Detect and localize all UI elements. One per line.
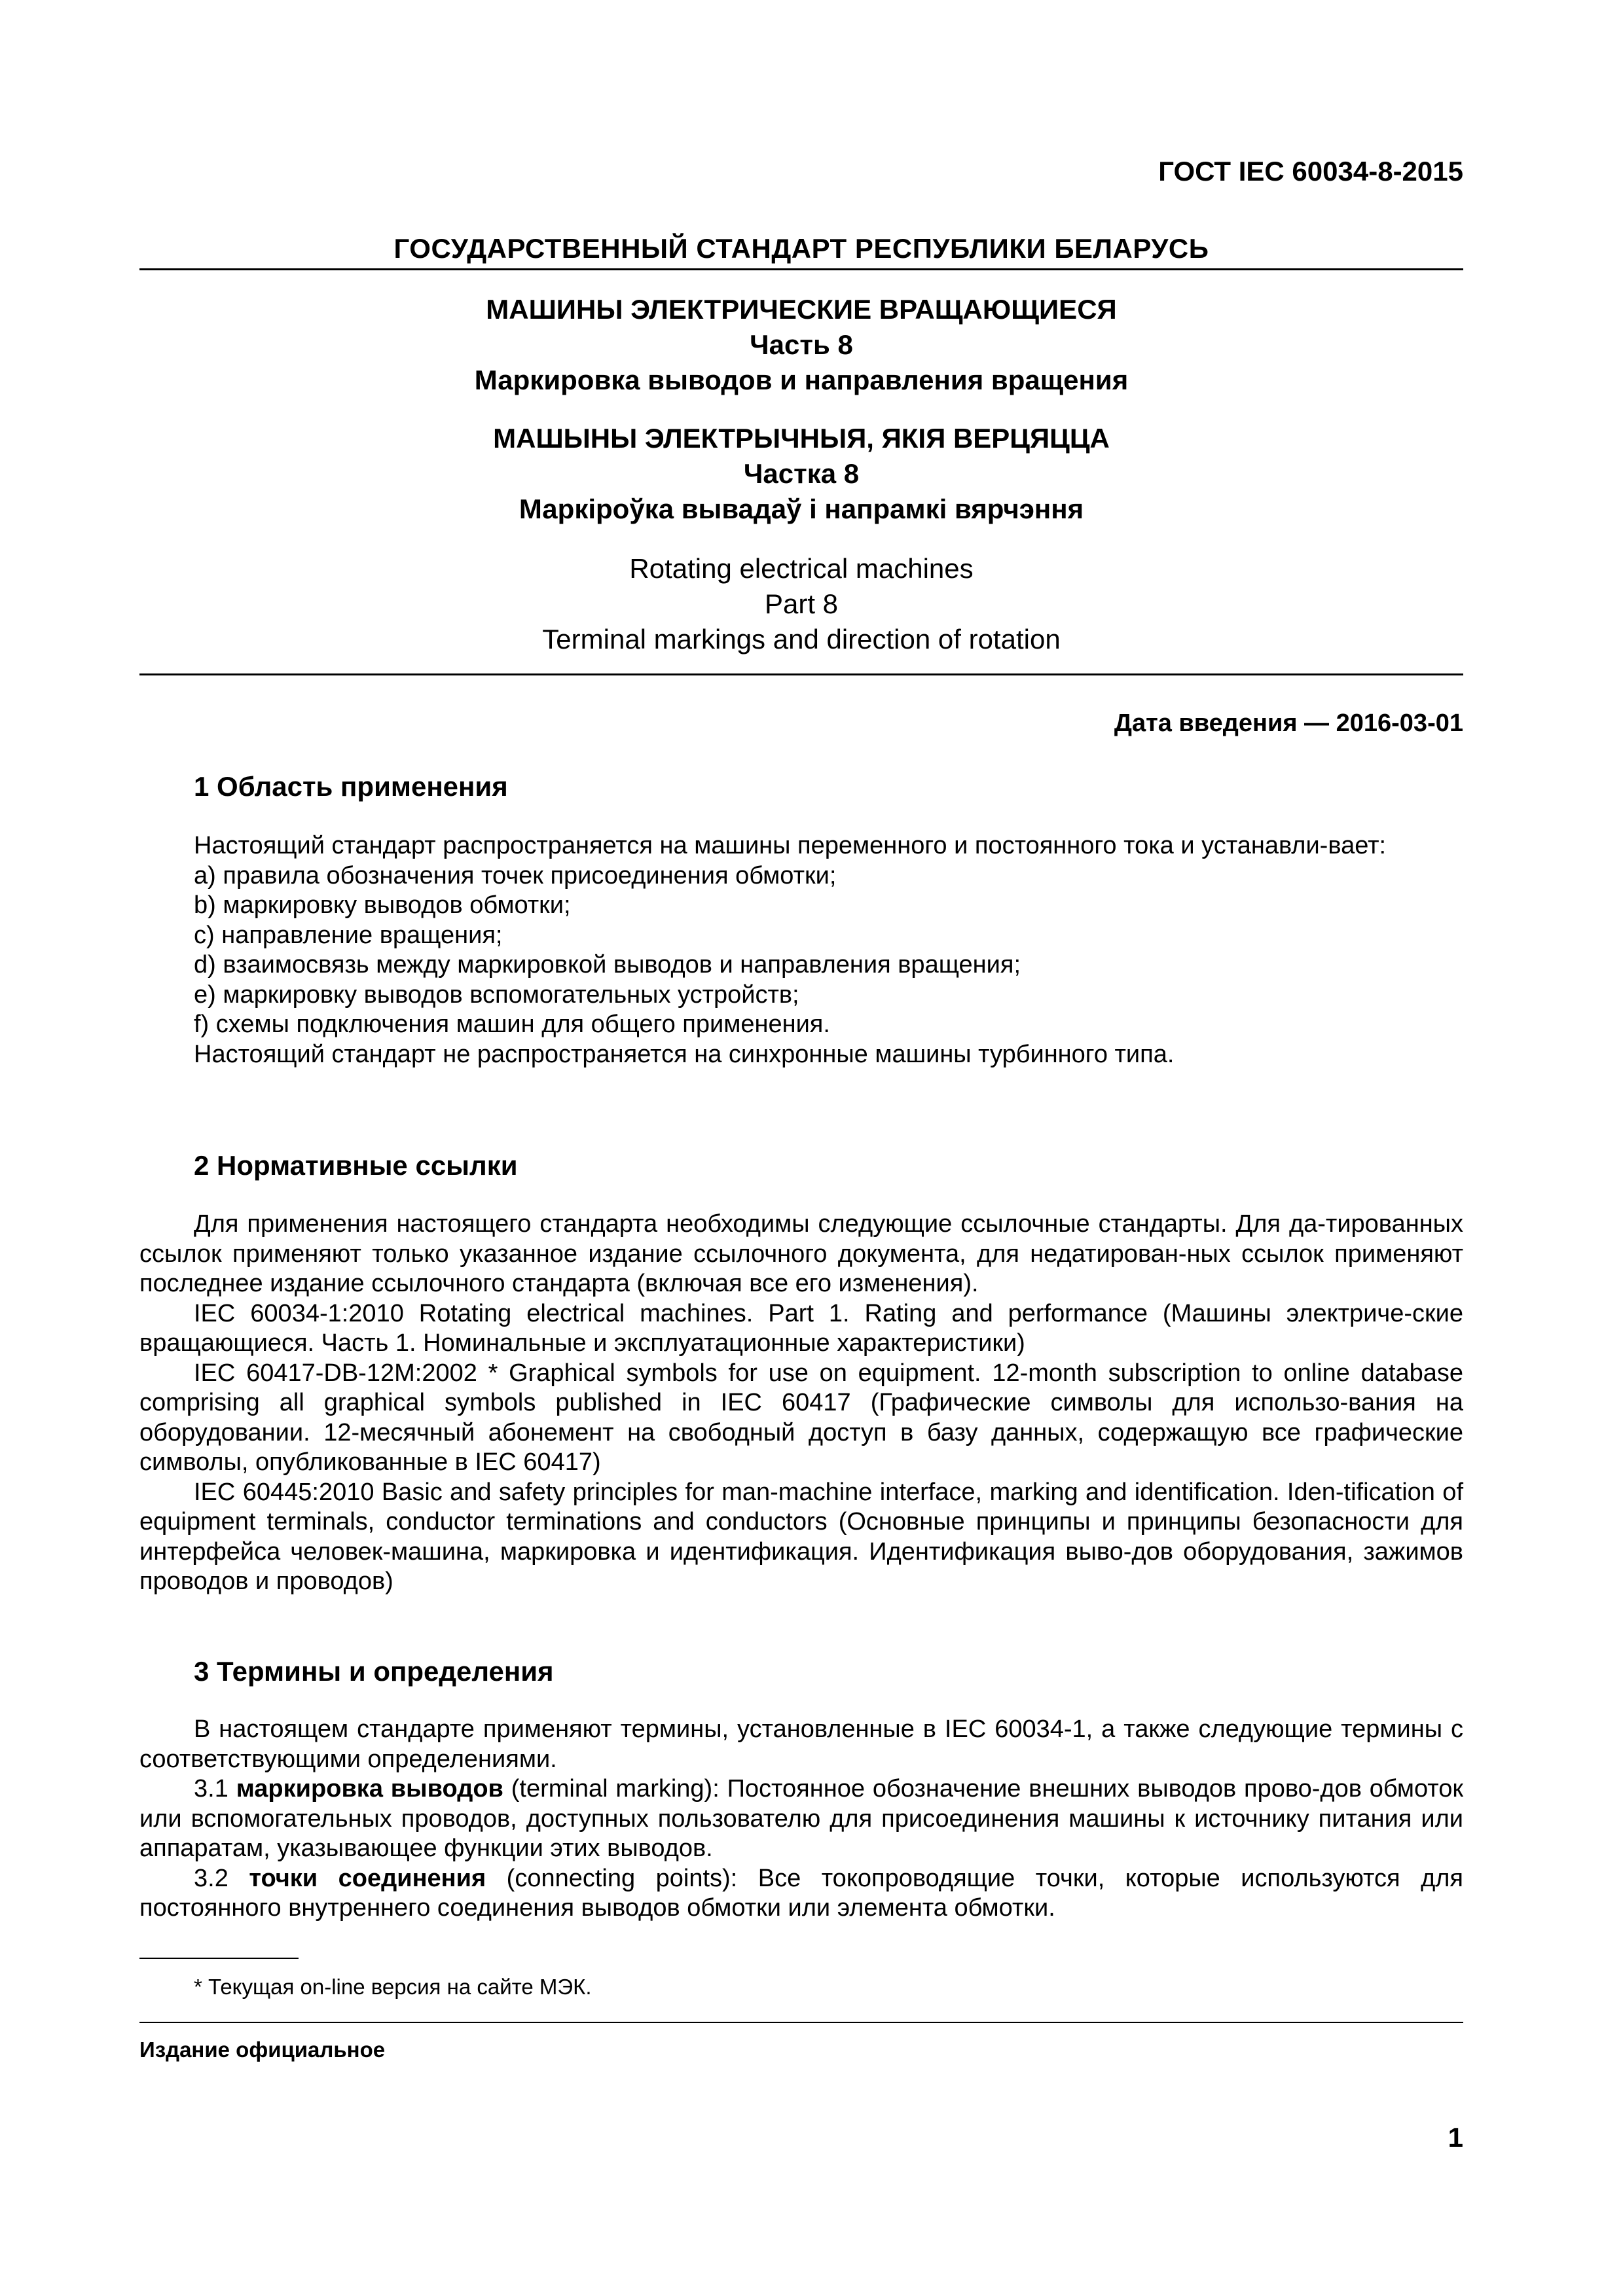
footnote: * Текущая on-line версия на сайте МЭК. xyxy=(194,1975,592,1999)
section-1-note: Настоящий стандарт не распространяется на синхронные машины турбинного типа. xyxy=(194,1040,1175,1068)
reference-iec-60445: IEC 60445:2010 Basic and safety principles for man-machine interface, marking and identification. Iden-tification of equipment terminals, conductor terminations and conductors (Основные принципы и принципы безопасности для интерфейса человек-машина, маркировка и идентификация. Идентификация выво-дов оборудования, зажимов проводов и проводов) xyxy=(139,1478,1463,1595)
definition-term: маркировка выводов xyxy=(236,1775,503,1803)
state-standard-heading: ГОСУДАРСТВЕННЫЙ СТАНДАРТ РЕСПУБЛИКИ БЕЛАРУСЬ xyxy=(393,233,1209,264)
title-by-line3: Маркіроўка вывадаў і напрамкі вярчэння xyxy=(519,493,1084,524)
title-en-line2: Part 8 xyxy=(764,588,839,619)
list-item: a) правила обозначения точек присоединения обмотки; xyxy=(194,861,837,889)
section-3-para: В настоящем стандарте применяют термины, установленные в IEC 60034-1, а также следующие термины с соответствующими определениями. xyxy=(139,1715,1463,1773)
title-by-line2: Частка 8 xyxy=(743,458,860,489)
list-item: d) взаимосвязь между маркировкой выводов и направления вращения; xyxy=(194,951,1021,978)
title-ru-line3: Маркировка выводов и направления вращения xyxy=(474,365,1129,395)
section-1-heading: 1 Область применения xyxy=(194,771,508,802)
title-by-line1: МАШЫНЫ ЭЛЕКТРЫЧНЫЯ, ЯКІЯ ВЕРЦЯЦЦА xyxy=(493,423,1110,454)
title-ru-line1: МАШИНЫ ЭЛЕКТРИЧЕСКИЕ ВРАЩАЮЩИЕСЯ xyxy=(486,294,1117,325)
page-number: 1 xyxy=(1448,2122,1463,2153)
section-2-heading: 2 Нормативные ссылки xyxy=(194,1150,518,1181)
definition-3-2 xyxy=(139,1864,1463,1924)
list-item: c) направление вращения; xyxy=(194,921,503,949)
section-2-para: Для применения настоящего стандарта необходимы следующие ссылочные стандарты. Для да-тированных ссылок применяют только указанное издание ссылочного документа, для недатирован-ных ссылок применяют последнее издание ссылочного стандарта (включая все его изменения). xyxy=(139,1210,1463,1297)
intro-date: Дата введения — 2016-03-01 xyxy=(1114,709,1463,737)
official-edition-label: Издание официальное xyxy=(139,2037,386,2062)
footnote-separator xyxy=(139,1958,299,1959)
section-1-intro: Настоящий стандарт распространяется на машины переменного и постоянного тока и устанавли-вает: xyxy=(194,832,1387,859)
section-3-heading: 3 Термины и определения xyxy=(194,1656,554,1687)
title-rule xyxy=(139,673,1463,675)
definition-term: точки соединения xyxy=(249,1864,486,1892)
section-3-body xyxy=(139,1715,1463,1924)
title-by xyxy=(139,421,1463,527)
title-en-line1: Rotating electrical machines xyxy=(629,553,974,584)
definition-text: (connecting points): Все токопроводящие точки, которые используются для постоянного внутреннего соединения выводов обмотки или элемента обмотки. xyxy=(139,1864,1463,1922)
definition-number: 3.2 xyxy=(194,1864,249,1892)
definition-number: 3.1 xyxy=(194,1775,236,1803)
section-1-body xyxy=(139,831,1463,1069)
list-item: e) маркировку выводов вспомогательных устройств; xyxy=(194,980,799,1009)
header-rule xyxy=(139,268,1463,270)
title-en xyxy=(139,551,1463,657)
section-2-body xyxy=(139,1210,1463,1597)
standard-code: ГОСТ IEC 60034-8-2015 xyxy=(1158,156,1463,187)
definition-text: (terminal marking): Постоянное обозначение внешних выводов прово-дов обмоток или вспомогательных проводов, доступных пользователю для присоединения машины к источнику питания или аппаратам, указывающее функции этих выводов. xyxy=(139,1775,1464,1862)
list-item: f) схемы подключения машин для общего применения. xyxy=(194,1011,830,1038)
title-ru-line2: Часть 8 xyxy=(750,329,853,360)
title-ru xyxy=(139,292,1463,398)
title-en-line3: Terminal markings and direction of rotation xyxy=(542,624,1061,655)
footer-rule xyxy=(139,2022,1463,2023)
definition-3-1 xyxy=(139,1774,1463,1864)
reference-iec-60034-1: IEC 60034-1:2010 Rotating electrical machines. Part 1. Rating and performance (Машины электриче-ские вращающиеся. Часть 1. Номинальные и эксплуатационные характеристики) xyxy=(139,1299,1463,1357)
list-item: b) маркировку выводов обмотки; xyxy=(194,891,571,919)
reference-iec-60417: IEC 60417-DB-12M:2002 * Graphical symbols for use on equipment. 12-month subscription to online database comprising all graphical symbols published in IEC 60417 (Графические символы для использо-вания на оборудовании. 12-месячный абонемент на свободный доступ в базу данных, содержащую все графические символы, опубликованные в IEC 60417) xyxy=(139,1359,1463,1476)
